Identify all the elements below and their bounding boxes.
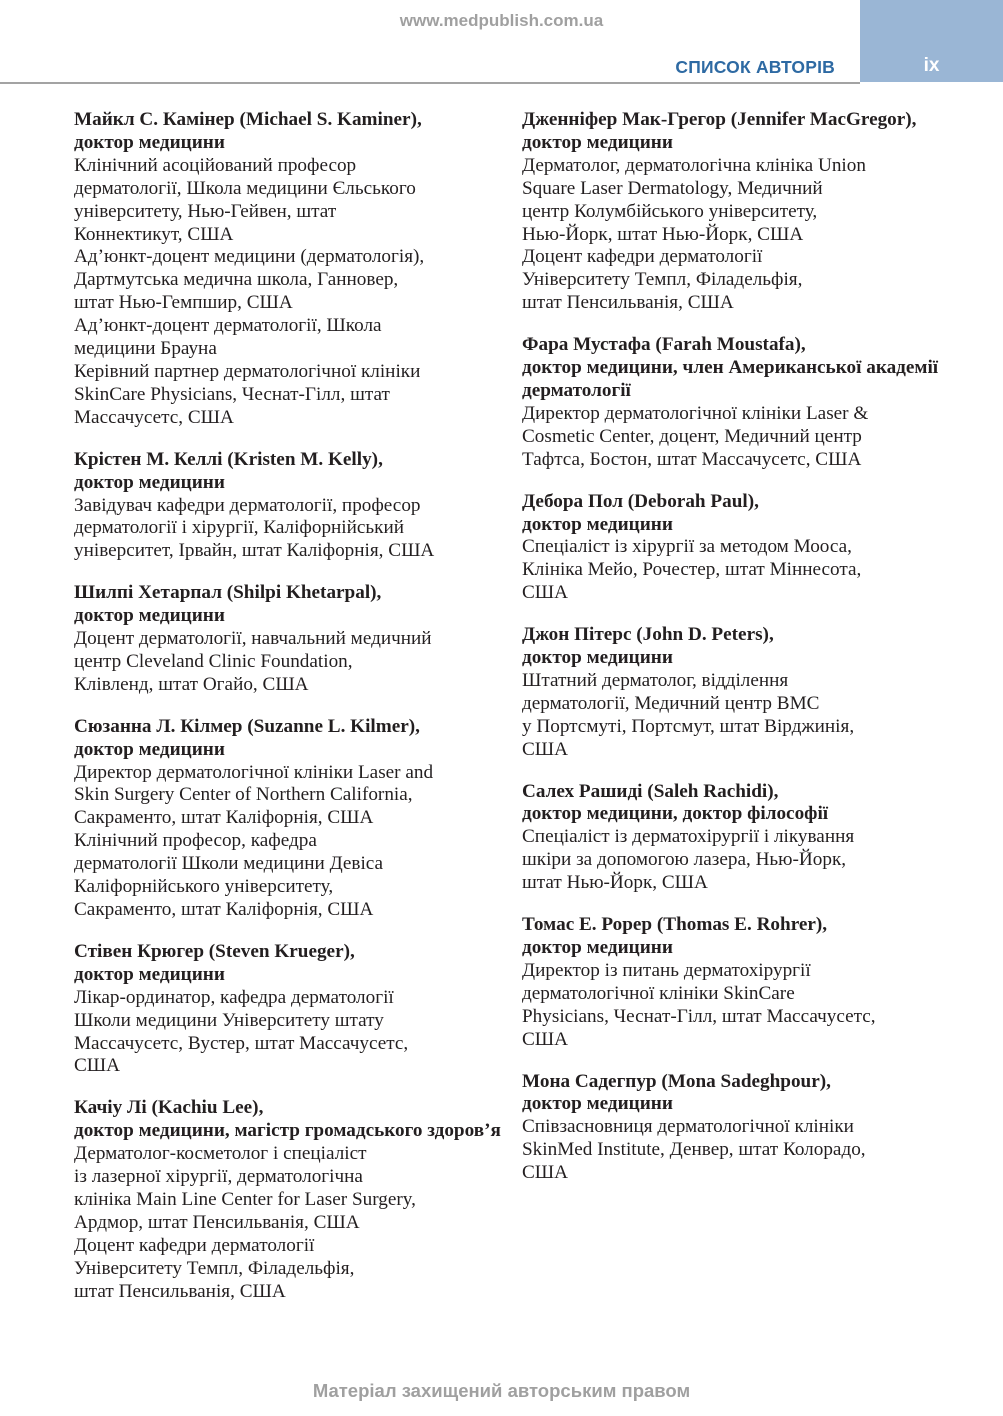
page-number: ix [923,55,940,76]
affiliation-line: у Портсмуті, Портсмут, штат Вірджинія, [522,715,855,737]
affiliation-line: США [522,1162,569,1184]
author-affiliation [522,536,952,605]
author-affiliation [74,987,504,1079]
affiliation-line: Директор дерматологічної клініки Laser & [522,402,869,424]
affiliation-line: центр Колумбійського університету, [522,200,818,222]
affiliation-line: центр Cleveland Clinic Foundation, [74,650,353,672]
author-name: Томас Е. Рорер (Thomas E. Rohrer), [522,914,828,936]
author-degree: доктор медицини [522,937,673,958]
author-degree: доктор медицини [74,738,225,760]
author-entry [522,1071,952,1186]
affiliation-line: Skin Surgery Center of Northern California, [74,784,413,806]
affiliation-line: дерматологічної клініки SkinCare [522,982,795,1004]
affiliation-line: Директор із питань дерматохірургії [522,959,811,981]
author-name: Шилпі Хетарпал (Shilpi Khetarpal), [74,582,382,604]
author-affiliation [74,1143,504,1303]
affiliation-line: дерматології Школи медицини Девіса [74,853,384,875]
author-entry [74,109,504,430]
affiliation-line: університет, Ірвайн, штат Каліфорнія, США [74,540,435,562]
affiliation-line: університету, Нью-Гейвен, штат [74,200,337,222]
author-entry [74,449,504,564]
author-entry [522,109,952,315]
author-affiliation [522,960,952,1052]
affiliation-line: США [74,1055,121,1077]
affiliation-line: Штатний дерматолог, відділення [522,669,789,691]
author-affiliation [522,1116,952,1185]
affiliation-line: Університету Темпл, Філадельфія, [522,269,803,291]
site-url: www.medpublish.com.ua [399,11,604,30]
affiliation-line: Клінічний професор, кафедра [74,830,317,852]
page-number-tab [860,0,1003,82]
affiliation-line: Сакраменто, штат Каліфорнія, США [74,899,374,920]
affiliation-line: Ад’юнкт-доцент медицини (дерматологія), [74,246,425,268]
author-name: Сюзанна Л. Кілмер (Suzanne L. Kilmer), [74,715,420,737]
right-author-column [522,109,952,1204]
affiliation-line: Клівленд, штат Огайо, США [74,673,309,695]
author-affiliation [522,155,952,315]
affiliation-line: Тафтса, Бостон, штат Массачусетс, США [522,448,862,470]
author-entry [74,941,504,1078]
affiliation-line: Дерматолог-косметолог і спеціаліст [74,1143,367,1165]
author-entry [74,1097,504,1303]
affiliation-line: штат Пенсильванія, США [522,292,734,314]
author-degree: доктор медицини [74,471,225,493]
affiliation-line: дерматології, Медичний центр ВМС [522,692,820,714]
author-affiliation [522,826,952,895]
author-name: Джон Пітерс (John D. Peters), [522,624,774,646]
author-entry [74,716,504,922]
affiliation-line: Массачусетс, США [74,406,234,428]
author-affiliation [74,762,504,922]
author-name: Мона Садегпур (Mona Sadeghpour), [522,1070,831,1092]
author-degree: доктор медицини [522,131,673,153]
author-entry [522,491,952,606]
affiliation-line: Доцент дерматології, навчальний медичний [74,628,432,650]
affiliation-line: Нью-Йорк, штат Нью-Йорк, США [522,223,804,245]
affiliation-line: Square Laser Dermatology, Медичний [522,177,823,199]
author-entry [522,624,952,761]
affiliation-line: США [522,1028,569,1050]
author-name: Дженніфер Мак-Грегор (Jennifer MacGregor), [522,109,917,130]
affiliation-line: штат Нью-Йорк, США [522,872,708,894]
left-author-column [74,109,504,1323]
affiliation-line: Доцент кафедри дерматології [74,1234,315,1256]
author-degree: доктор медицини [522,513,673,535]
author-entry [522,914,952,1051]
affiliation-line: Співзасновниця дерматологічної клініки [522,1116,854,1138]
author-degree: доктор медицини [74,605,225,627]
affiliation-line: Physicians, Чеснат-Гілл, штат Массачусетс, [522,1005,876,1027]
author-degree: доктор медицини, магістр громадського здоров’я [74,1120,501,1142]
affiliation-line: Лікар-ординатор, кафедра дерматології [74,986,394,1008]
affiliation-line: клініка Main Line Center for Laser Surgery, [74,1188,416,1210]
copyright-footer: Матеріал захищений авторським правом [312,1380,691,1401]
author-degree: доктор медицини [522,1093,673,1115]
author-name: Качіу Лі (Kachiu Lee), [74,1097,264,1119]
affiliation-line: Cosmetic Center, доцент, Медичний центр [522,425,862,447]
author-name: Крістен М. Келлі (Kristen M. Kelly), [74,448,383,470]
affiliation-line: Клінічний асоційований професор [74,154,357,176]
affiliation-line: шкіри за допомогою лазера, Нью-Йорк, [522,849,847,871]
author-affiliation [74,495,504,564]
author-affiliation [74,155,504,430]
author-name: Фара Мустафа (Farah Moustafa), [522,334,806,356]
author-entry [522,334,952,471]
author-affiliation [522,670,952,762]
author-affiliation [522,403,952,472]
author-name: Майкл С. Камінер (Michael S. Kaminer), [74,109,422,130]
affiliation-line: Массачусетс, Вустер, штат Массачусетс, [74,1032,409,1054]
affiliation-line: дерматології, Школа медицини Єльського [74,177,416,199]
affiliation-line: Ад’юнкт-доцент дерматології, Школа [74,315,382,337]
affiliation-line: Коннектикут, США [74,223,234,245]
affiliation-line: SkinMed Institute, Денвер, штат Колорадо, [522,1139,866,1161]
affiliation-line: Дартмутська медична школа, Ганновер, [74,269,399,291]
author-name: Салех Рашиді (Saleh Rachidi), [522,780,779,802]
affiliation-line: Каліфорнійського університету, [74,876,334,898]
section-title: СПИСОК АВТОРІВ [675,57,835,77]
author-name: Стівен Крюгер (Steven Krueger), [74,940,355,962]
affiliation-line: Ардмор, штат Пенсильванія, США [74,1211,360,1233]
affiliation-line: Доцент кафедри дерматології [522,246,763,268]
affiliation-line: Університету Темпл, Філадельфія, [74,1257,355,1279]
affiliation-line: SkinCare Physicians, Чеснат-Гілл, штат [74,383,390,405]
author-entry [74,582,504,697]
affiliation-line: Керівний партнер дерматологічної клініки [74,360,421,382]
affiliation-line: Завідувач кафедри дерматології, професор [74,494,421,516]
author-name: Дебора Пол (Deborah Paul), [522,490,759,512]
affiliation-line: Спеціаліст із хірургії за методом Мооса, [522,536,852,558]
author-degree: доктор медицини, доктор філософії [522,803,829,825]
affiliation-line: Клініка Мейо, Рочестер, штат Міннесота, [522,559,862,581]
affiliation-line: дерматології і хірургії, Каліфорнійський [74,517,405,539]
affiliation-line: Директор дерматологічної клініки Laser and [74,761,434,783]
affiliation-line: із лазерної хірургії, дерматологічна [74,1166,363,1188]
affiliation-line: штат Нью-Гемпшир, США [74,292,293,314]
author-degree: доктор медицини [522,647,673,669]
affiliation-line: США [522,582,569,604]
affiliation-line: Дерматолог, дерматологічна клініка Union [522,154,866,176]
author-degree: доктор медицини [74,131,225,153]
affiliation-line: Сакраменто, штат Каліфорнія, США [74,807,374,829]
affiliation-line: медицини Брауна [74,338,217,360]
header-rule [0,82,860,84]
author-degree: доктор медицини [74,963,225,985]
affiliation-line: Школи медицини Університету штату [74,1009,384,1031]
affiliation-line: США [522,738,569,760]
author-affiliation [74,628,504,697]
author-entry [522,781,952,896]
author-degree: доктор медицини, член Американської академії дерматології [522,357,939,401]
affiliation-line: Спеціаліст із дерматохірургії і лікування [522,826,855,848]
affiliation-line: штат Пенсильванія, США [74,1280,286,1302]
